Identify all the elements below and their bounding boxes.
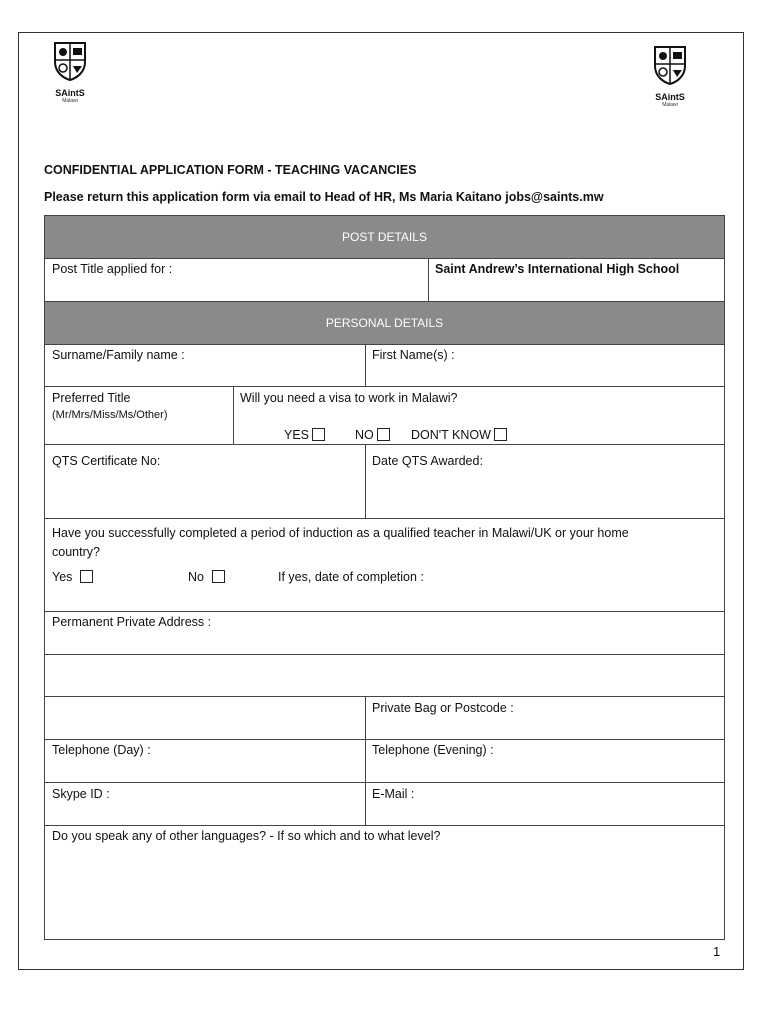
first-name-field[interactable]: First Name(s) : (372, 348, 455, 362)
personal-details-header: PERSONAL DETAILS (45, 302, 724, 344)
languages-field[interactable]: Do you speak any of other languages? - If so which and to what level? (52, 829, 441, 843)
crest-icon (652, 44, 688, 86)
address-line-3[interactable] (45, 697, 365, 739)
visa-dont-know-label: DON'T KNOW (411, 428, 491, 442)
visa-no-option[interactable] (355, 428, 390, 442)
email-field[interactable]: E-Mail : (372, 787, 415, 801)
visa-no-label: NO (355, 428, 374, 442)
form-instructions: Please return this application form via email to Head of HR, Ms Maria Kaitano jobs@saints.mw (44, 190, 604, 204)
induction-no-option[interactable] (188, 570, 225, 584)
induction-yes-checkbox[interactable] (80, 570, 93, 583)
visa-yes-label: YES (284, 428, 310, 442)
post-details-header: POST DETAILS (45, 216, 724, 258)
logo-name: SAintS (655, 92, 685, 102)
induction-date-field[interactable]: If yes, date of completion : (278, 570, 424, 584)
logo-subtitle: Malawi (62, 98, 78, 104)
induction-no-label: No (188, 570, 204, 584)
visa-dont-know-checkbox[interactable] (494, 428, 507, 441)
post-title-label: Post Title applied for : (52, 262, 173, 276)
induction-yes-label: Yes (52, 570, 73, 584)
postcode-field[interactable]: Private Bag or Postcode : (372, 701, 514, 715)
telephone-day-field[interactable]: Telephone (Day) : (52, 743, 151, 757)
induction-question-line1: Have you successfully completed a period of induction as a qualified teacher in Malawi/UK or your home (52, 526, 629, 540)
address-field[interactable]: Permanent Private Address : (52, 615, 212, 629)
visa-dont-know-option[interactable] (411, 428, 507, 442)
page-number: 1 (713, 944, 721, 959)
visa-yes-checkbox[interactable] (312, 428, 325, 441)
title-options: (Mr/Mrs/Miss/Ms/Other) (52, 409, 168, 421)
preferred-title-label: Preferred Title (52, 391, 131, 405)
visa-question: Will you need a visa to work in Malawi? (240, 391, 458, 405)
induction-question-line2: country? (52, 545, 100, 559)
school-logo-right (640, 44, 700, 108)
visa-no-checkbox[interactable] (377, 428, 390, 441)
logo-name: SAintS (55, 88, 85, 98)
visa-yes-option[interactable] (284, 428, 325, 442)
school-name: Saint Andrew’s International High School (435, 262, 680, 276)
logo-subtitle: Malawi (662, 102, 678, 108)
skype-id-field[interactable]: Skype ID : (52, 787, 110, 801)
form-heading: CONFIDENTIAL APPLICATION FORM - TEACHING VACANCIES (44, 163, 417, 177)
induction-no-checkbox[interactable] (212, 570, 225, 583)
crest-icon (52, 40, 88, 82)
application-form-table (44, 215, 725, 940)
qts-certificate-field[interactable]: QTS Certificate No: (52, 454, 161, 468)
surname-field[interactable]: Surname/Family name : (52, 348, 185, 362)
address-line-2[interactable] (45, 655, 724, 696)
school-logo-left (40, 40, 100, 104)
qts-date-field[interactable]: Date QTS Awarded: (372, 454, 483, 468)
induction-yes-option[interactable] (52, 570, 93, 584)
telephone-evening-field[interactable]: Telephone (Evening) : (372, 743, 494, 757)
